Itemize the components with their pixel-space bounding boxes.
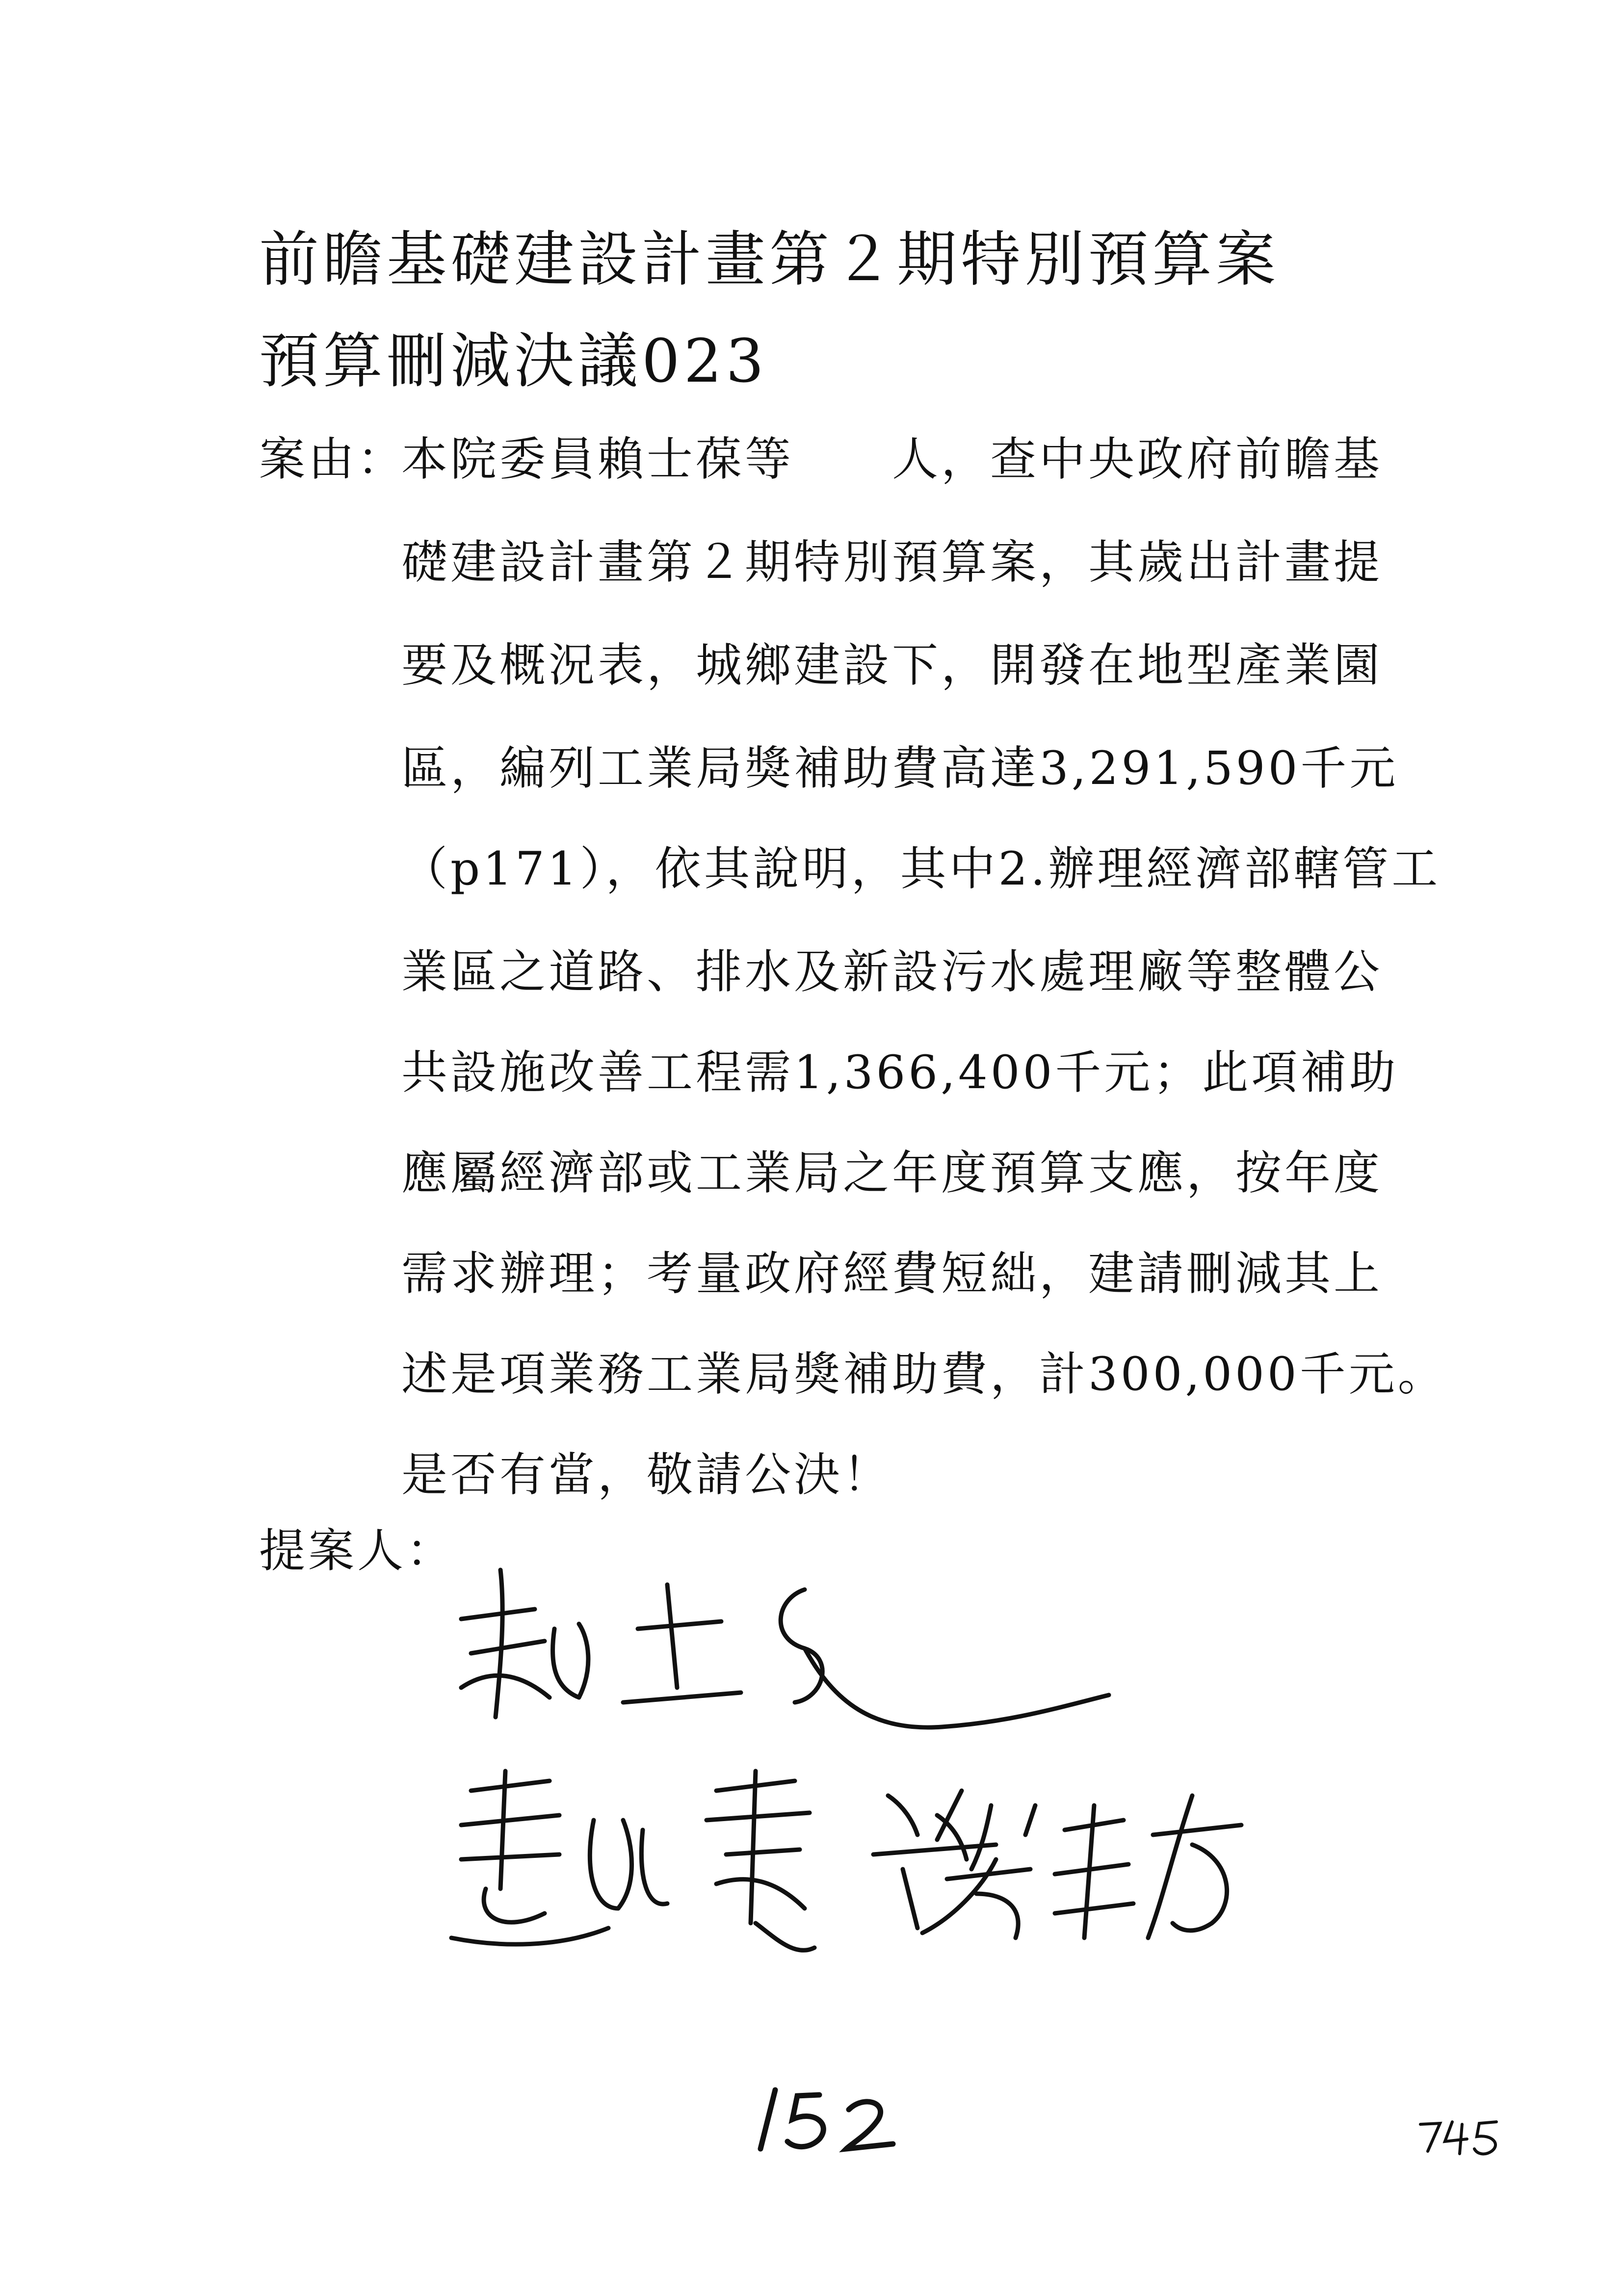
case-line: 礎建設計畫第２期特別預算案，其歲出計畫提 — [401, 536, 1383, 589]
case-label: 案由： — [259, 433, 407, 486]
case-line: 需求辦理；考量政府經費短絀，建請刪減其上 — [401, 1247, 1383, 1301]
title-line-1: 前瞻基礎建設計畫第２期特別預算案 — [259, 225, 1280, 294]
case-line: 述是項業務工業局獎補助費，計300,000千元。 — [401, 1348, 1447, 1401]
case-line: 要及概況表，城鄉建設下，開發在地型產業園 — [401, 639, 1383, 692]
proposer-label: 提案人： — [259, 1524, 456, 1578]
title-line-2: 預算刪減決議023 — [259, 326, 768, 396]
signature-1 — [432, 1540, 1128, 1751]
case-line: 是否有當，敬請公決！ — [401, 1448, 892, 1502]
corner-mark — [1413, 2110, 1511, 2164]
case-line: 本院委員賴士葆等 人，查中央政府前瞻基 — [401, 433, 1383, 486]
page-number — [746, 2075, 908, 2159]
signature-3 — [917, 1776, 1271, 1962]
case-line: （p171），依其說明，其中2.辦理經濟部轄管工 — [401, 842, 1441, 896]
case-line: 區，編列工業局獎補助費高達3,291,590千元 — [401, 742, 1399, 795]
case-line: 業區之道路、排水及新設污水處理廠等整體公 — [401, 945, 1383, 999]
case-line: 應屬經濟部或工業局之年度預算支應，按年度 — [401, 1147, 1383, 1200]
case-line: 共設施改善工程需1,366,400千元；此項補助 — [401, 1046, 1399, 1099]
